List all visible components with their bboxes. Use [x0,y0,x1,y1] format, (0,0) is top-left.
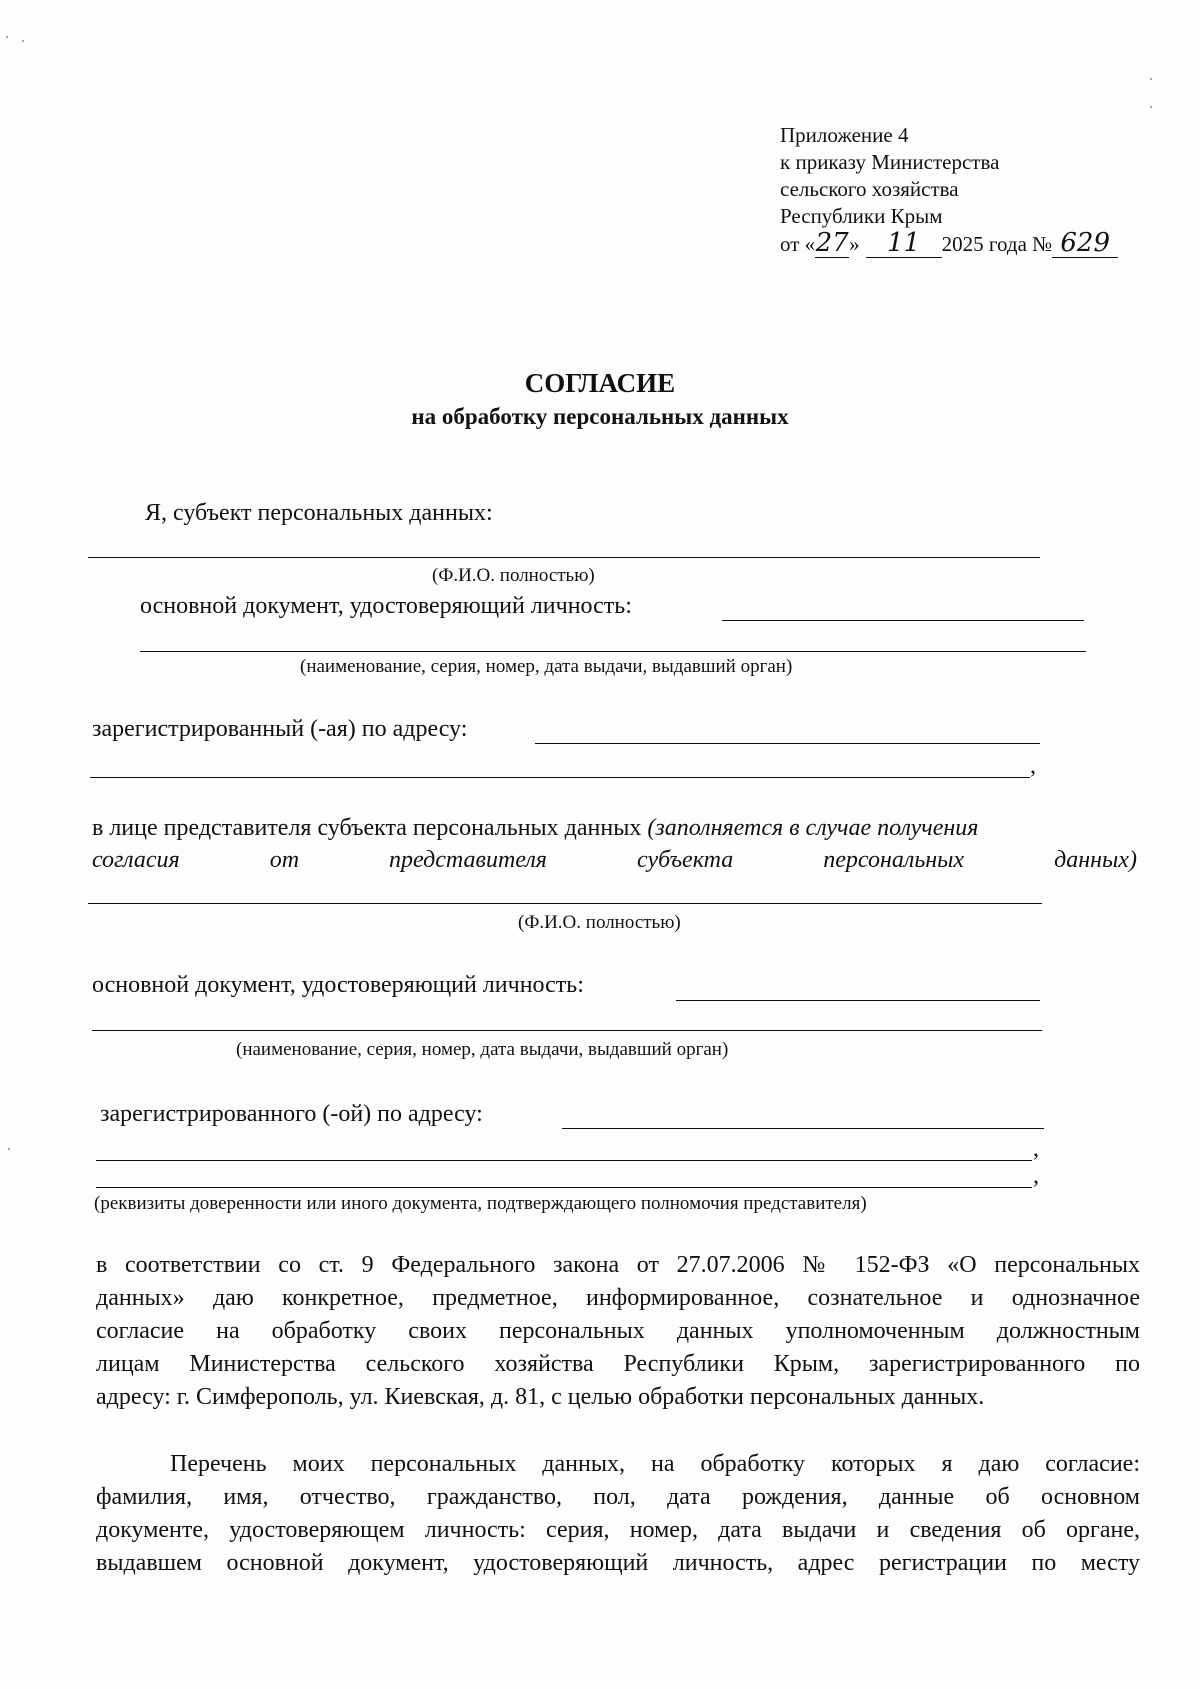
rep-address-field-1[interactable] [562,1128,1044,1129]
rep-doc-field-2[interactable] [92,1030,1042,1031]
rep-word-5: персональных [823,847,965,873]
rep-fio-field[interactable] [88,903,1042,904]
consent-paragraph [96,1249,1140,1414]
date-year: 2025 года № [941,232,1053,256]
list-line-1: Перечень моих персональных данных, на обработку которых я даю согласие: [170,1451,1140,1477]
rep-word-1: согласия [92,847,180,873]
list-line-2: фамилия, имя, отчество, гражданство, пол, дата рождения, данные об основном [96,1484,1140,1510]
list-line-4: выдавшем основной документ, удостоверяющий личность, адрес регистрации по месту [96,1550,1140,1576]
rep-address-field-3[interactable] [96,1187,1032,1188]
annex-block [780,122,1118,258]
annex-date-line [780,230,1118,258]
subject-fio-field[interactable] [88,557,1040,558]
subject-address-field-1[interactable] [535,743,1040,744]
scan-speck [1150,78,1152,80]
scan-speck [1150,106,1152,108]
rep-intro-italic: (заполняется в случае получения [647,815,979,841]
rep-fio-caption: (Ф.И.О. полностью) [518,912,681,933]
scan-speck [22,40,24,42]
rep-word-6: данных) [1054,847,1137,873]
document-subtitle: на обработку персональных данных [411,404,789,429]
rep-doc-field-1[interactable] [676,1000,1040,1001]
rep-intro-normal: в лице представителя субъекта персональных данных [92,815,642,841]
document-title: СОГЛАСИЕ [524,368,676,398]
consent-line-2: данных» даю конкретное, предметное, информированное, сознательное и однозначное [96,1285,1140,1311]
subject-fio-caption: (Ф.И.О. полностью) [432,565,595,586]
subject-doc-field-1[interactable] [722,620,1084,621]
subject-doc-label: основной документ, удостоверяющий личность: [140,593,632,619]
rep-address-comma-2: , [1033,1163,1039,1189]
annex-line-3: сельского хозяйства [780,177,959,201]
rep-address-field-2[interactable] [96,1160,1032,1161]
subject-address-comma: , [1030,753,1036,779]
consent-line-4: лицам Министерства сельского хозяйства Республики Крым, зарегистрированного по [96,1351,1140,1377]
rep-address-comma-1: , [1033,1136,1039,1162]
rep-intro-line-1 [92,815,978,842]
rep-word-4: субъекта [636,847,734,873]
list-paragraph [96,1448,1140,1580]
rep-address-label: зарегистрированного (-ой) по адресу: [100,1101,483,1127]
consent-line-5: адресу: г. Симферополь, ул. Киевская, д. 81, с целью обработки персональных данных. [96,1384,985,1410]
subject-intro: Я, субъект персональных данных: [145,500,493,526]
scan-speck [6,36,8,38]
scan-speck [8,1148,10,1150]
rep-proxy-caption: (реквизиты доверенности или иного документа, подтверждающего полномочия представителя) [94,1193,867,1214]
order-number: 629 [1052,230,1118,258]
list-line-3: документе, удостоверяющем личность: серия, номер, дата выдачи и сведения об органе, [96,1517,1140,1543]
date-mid: » [849,232,860,256]
rep-word-3: представителя [389,847,547,873]
date-prefix: от « [780,232,816,256]
rep-doc-caption: (наименование, серия, номер, дата выдачи, выдавший орган) [236,1039,729,1060]
subject-address-field-2[interactable] [90,777,1030,778]
subject-address-label: зарегистрированный (-ая) по адресу: [92,716,468,742]
annex-line-1: Приложение 4 [780,123,909,147]
rep-word-2: от [269,847,300,873]
subject-doc-field-2[interactable] [140,651,1086,652]
date-day: 27 [815,228,849,258]
annex-line-4: Республики Крым [780,204,943,228]
consent-line-3: согласие на обработку своих персональных данных уполномоченным должностным [96,1318,1140,1344]
annex-line-2: к приказу Министерства [780,150,1000,174]
consent-line-1: в соответствии со ст. 9 Федерального закона от 27.07.2006 № 152-ФЗ «О персональных [96,1252,1140,1278]
date-month: 11 [866,230,942,258]
rep-doc-label: основной документ, удостоверяющий личность: [92,972,584,998]
rep-intro-line-2 [92,847,1137,874]
subject-doc-caption: (наименование, серия, номер, дата выдачи, выдавший орган) [300,656,793,677]
